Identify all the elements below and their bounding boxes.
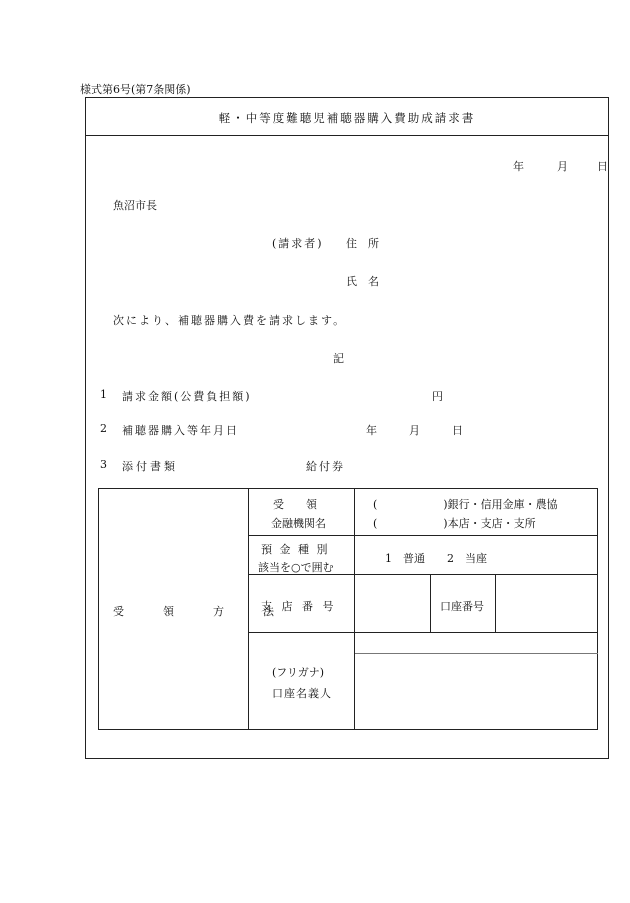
requester-name: 氏 名 <box>346 275 379 288</box>
bank-option-2: ( )本店・支店・支所 <box>373 517 536 530</box>
table-hline-1 <box>248 535 598 536</box>
deposit-options: 1 普通 2 当座 <box>385 552 487 565</box>
bank-label-1: 受 領 <box>273 498 317 511</box>
deposit-label-2: 該当を○で囲む <box>258 561 334 574</box>
title-divider <box>85 135 609 136</box>
bank-label-2: 金融機関名 <box>271 517 326 530</box>
furigana-label: (フリガナ) <box>272 666 325 679</box>
form-title: 軽・中等度難聴児補聴器購入費助成請求書 <box>218 111 476 125</box>
bank-option-1: ( )銀行・信用金庫・農協 <box>373 498 558 511</box>
ki-heading: 記 <box>333 352 344 365</box>
date-month: 月 <box>557 160 568 173</box>
addressee: 魚沼市長 <box>113 199 157 212</box>
item-3-number: 3 <box>100 458 107 471</box>
requester-label: (請求者) <box>272 237 324 250</box>
deposit-label-1: 預 金 種 別 <box>261 543 330 556</box>
table-vline-2 <box>354 488 355 730</box>
table-vline-3 <box>430 574 431 632</box>
date-year: 年 <box>513 160 524 173</box>
statement: 次により、補聴器購入費を請求します。 <box>113 314 347 327</box>
item-1-label: 請求金額(公費負担額) <box>122 390 252 403</box>
item-2-label: 補聴器購入等年月日 <box>122 424 239 437</box>
branch-number-label: 支 店 番 号 <box>261 600 337 613</box>
date-day: 日 <box>597 160 608 173</box>
form-number: 様式第6号(第7条関係) <box>80 83 191 96</box>
item-2-day: 日 <box>452 424 463 437</box>
item-2-month: 月 <box>409 424 420 437</box>
item-2-number: 2 <box>100 422 107 435</box>
table-vline-4 <box>495 574 496 632</box>
method-label: 受 領 方 法 <box>113 605 288 618</box>
requester-address: 住 所 <box>346 237 379 250</box>
table-hline-3 <box>248 632 598 633</box>
table-hline-4 <box>355 653 598 654</box>
account-holder-label: 口座名義人 <box>272 687 332 700</box>
item-1-unit: 円 <box>432 390 443 403</box>
item-2-year: 年 <box>366 424 377 437</box>
item-1-number: 1 <box>100 388 107 401</box>
item-3-label: 添付書類 <box>122 460 178 473</box>
account-number-label: 口座番号 <box>440 600 484 613</box>
item-3-value: 給付券 <box>306 460 345 473</box>
